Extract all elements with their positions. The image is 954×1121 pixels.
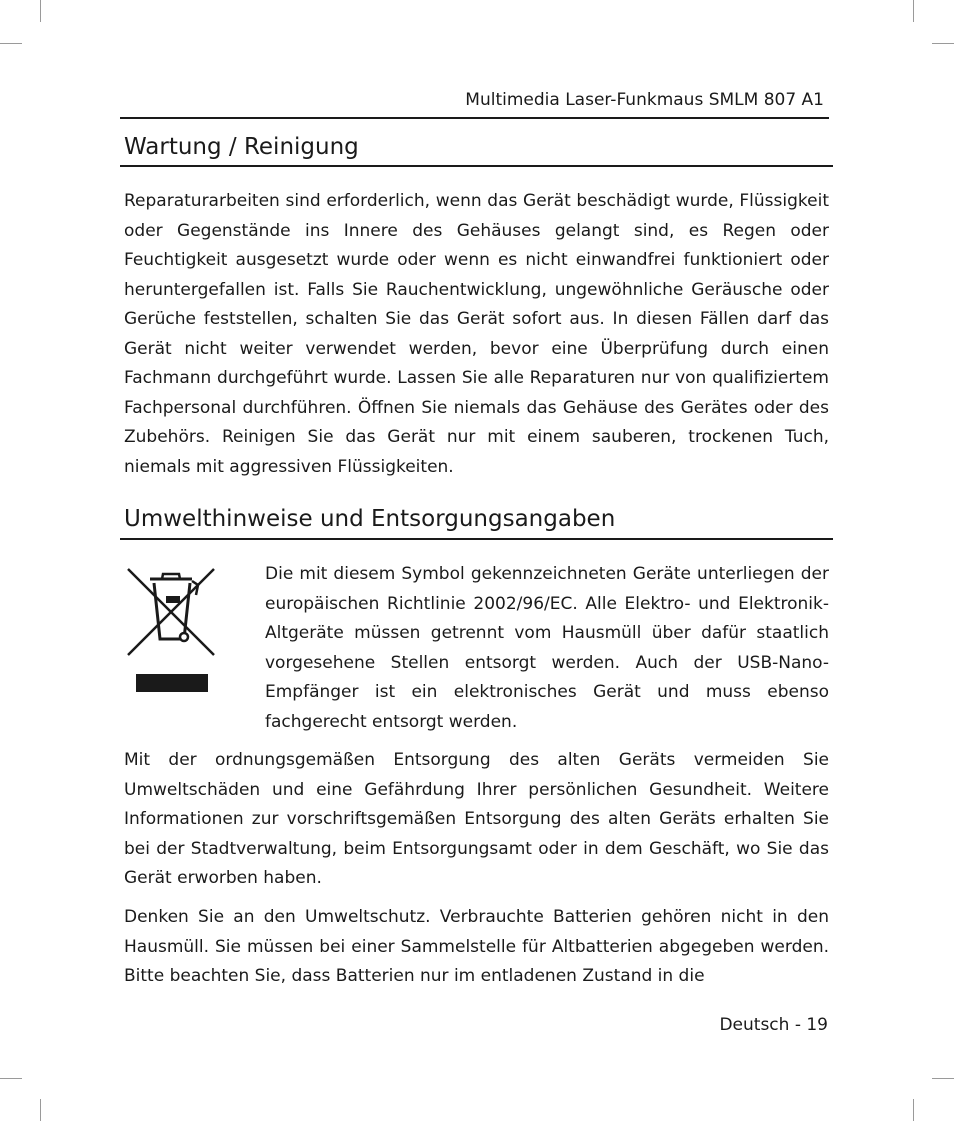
header-rule: [120, 117, 829, 119]
page-number: Deutsch - 19: [719, 1015, 828, 1035]
crossed-out-wheelie-bin-icon: [122, 563, 218, 663]
crop-mark-bottom-right: [932, 1078, 954, 1079]
weee-solid-bar: [136, 674, 208, 692]
running-header: Multimedia Laser-Funkmaus SMLM 807 A1: [465, 90, 824, 110]
section-rule-environment: [120, 538, 833, 540]
section-title-environment: Umwelthinweise und Entsorgungsangaben: [124, 506, 616, 532]
paragraph-batteries: Denken Sie an den Umweltschutz. Verbrauchte Batterien gehören nicht in den Hausmüll. Sie müssen bei einer Sammelstelle für Altbatterien abgegeben werden. Bitte beachten Sie, dass Batterien nur im entladenen Zustand in die: [124, 907, 829, 986]
paragraph-weee-directive: Die mit diesem Symbol gekennzeichneten Geräte unterliegen der europäischen Richtlinie 2002/96/EC. Alle Elektro- und Elektronik-Altgeräte müssen getrennt vom Hausmüll über dafür staatlich vorgesehene Stellen entsorgt werden. Auch der USB-Nano-Empfänger ist ein elektronisches Gerät und muss ebenso fachgerecht entsorgt werden.: [265, 564, 829, 732]
crop-mark-top-left: [40, 0, 41, 22]
crop-mark-top-right: [932, 43, 954, 44]
paragraph-maintenance: Reparaturarbeiten sind erforderlich, wenn das Gerät beschädigt wurde, Flüssigkeit oder Gegenstände ins Innere des Gehäuses gelangt sind, es Regen oder Feuchtigkeit ausgesetzt wurde oder wenn es nicht einwandfrei funktioniert oder heruntergefallen ist. Falls Sie Rauchentwicklung, ungewöhnliche Geräusche oder Gerüche feststellen, schalten Sie das Gerät sofort aus. In diesen Fällen darf das Gerät nicht weiter verwendet werden, bevor eine Überprüfung durch einen Fachmann durchgeführt wurde. Lassen Sie alle Reparaturen nur von qualifiziertem Fachpersonal durchführen. Öffnen Sie niemals das Gehäuse des Gerätes oder des Zubehörs. Reinigen Sie das Gerät nur mit einem sauberen, trockenen Tuch, niemals mit aggressiven Flüssigkeiten.: [124, 191, 829, 477]
paragraph-disposal-info: Mit der ordnungsgemäßen Entsorgung des alten Geräts vermeiden Sie Umweltschäden und eine Gefährdung Ihrer persönlichen Gesundheit. Weitere Informationen zur vorschriftsgemäßen Entsorgung des alten Geräts erhalten Sie bei der Stadtverwaltung, beim Entsorgungsamt oder in dem Geschäft, wo Sie das Gerät erworben haben.: [124, 750, 829, 888]
crop-mark-top-left: [0, 43, 22, 44]
section-rule-maintenance: [120, 165, 833, 167]
crop-mark-bottom-left: [0, 1078, 22, 1079]
crop-mark-bottom-right: [913, 1099, 914, 1121]
crop-mark-top-right: [913, 0, 914, 22]
crop-mark-bottom-left: [40, 1099, 41, 1121]
section-title-maintenance: Wartung / Reinigung: [124, 134, 359, 160]
